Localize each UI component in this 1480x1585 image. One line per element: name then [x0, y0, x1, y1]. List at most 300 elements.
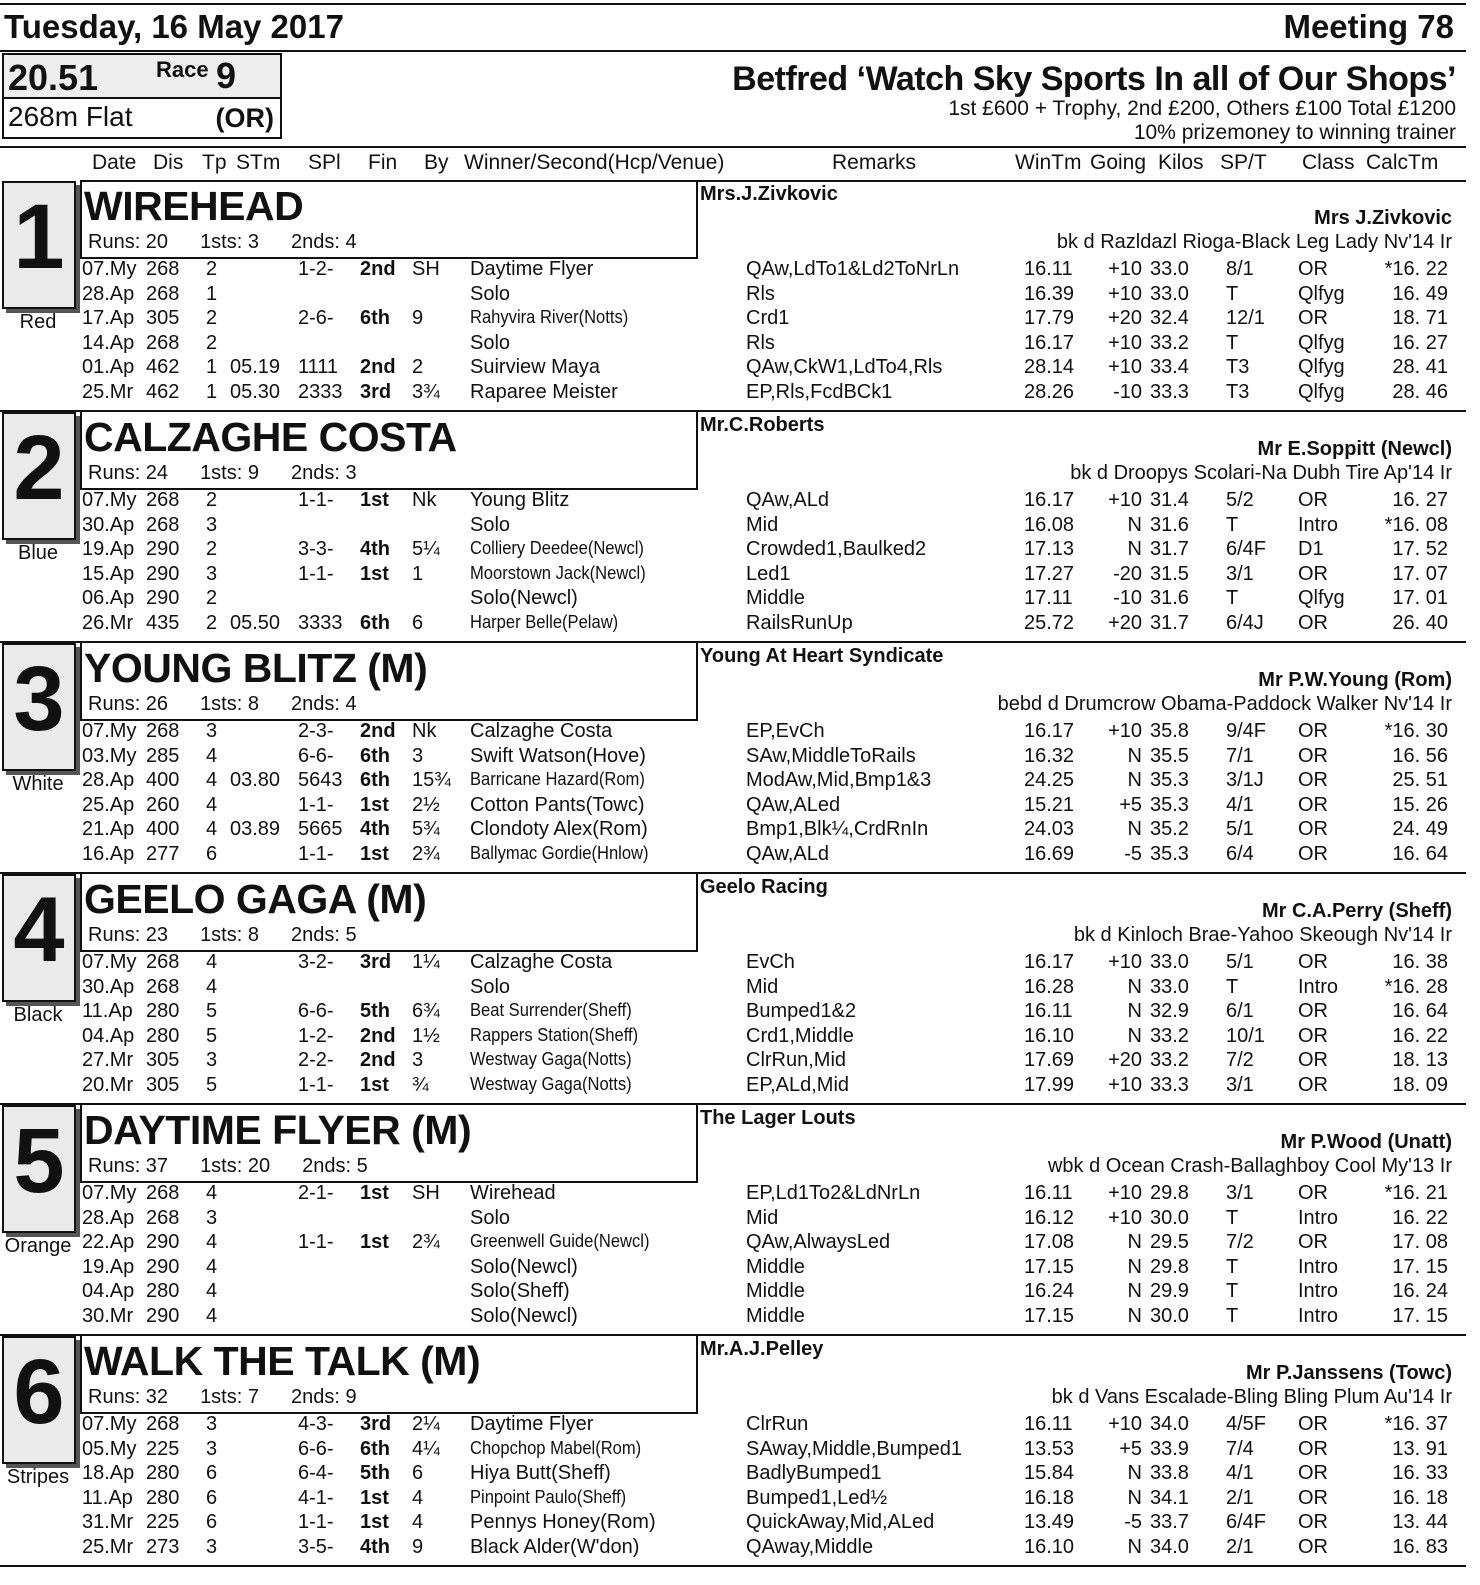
form-spl: 6-4- [298, 1462, 334, 1485]
form-by: 6 [412, 611, 424, 634]
trainer-prize-note: 10% prizemoney to winning trainer [1133, 121, 1456, 144]
form-date: 25.Mr [82, 380, 134, 403]
form-class: Intro [1298, 1206, 1339, 1229]
seconds-count: 2nds: 9 [290, 1386, 357, 1408]
form-winner: Solo(Newcl) [470, 1304, 578, 1327]
form-kilos: 32.4 [1150, 307, 1189, 330]
form-remarks: EP,Rls,FcdBCk1 [746, 380, 893, 403]
form-stm: 05.30 [230, 380, 281, 403]
form-by: 2¾ [412, 842, 440, 865]
form-by: 4 [412, 1486, 424, 1509]
form-stm: 05.50 [230, 611, 281, 634]
form-spt: 7/2 [1226, 1049, 1254, 1072]
trap-number: 2 [13, 417, 65, 519]
form-spl: 1-2- [298, 1024, 334, 1047]
form-by: 9 [412, 1535, 424, 1558]
col-spl: SPl [308, 151, 341, 174]
form-spl: 2-3- [298, 720, 334, 742]
form-rows [0, 951, 1466, 1099]
form-kilos: 31.7 [1150, 611, 1189, 634]
form-spl: 3-5- [298, 1535, 334, 1558]
trainer: Mr P.Janssens (Towc) [1246, 1362, 1452, 1384]
form-tp: 3 [206, 720, 218, 742]
trap-number: 6 [13, 1341, 65, 1443]
form-winner: Westway Gaga(Notts) [470, 1073, 632, 1094]
form-spt: 4/1 [1226, 1462, 1254, 1485]
form-winner: Barricane Hazard(Rom) [470, 769, 645, 790]
form-spt: T [1226, 975, 1239, 998]
form-calc: 16. 24 [1392, 1280, 1448, 1303]
form-row [0, 843, 1466, 868]
form-dis: 290 [146, 587, 180, 610]
form-fin: 1st [360, 1511, 389, 1534]
race-prizes: 1st £600 + Trophy, 2nd £200, Others £100 Total £1200 [948, 97, 1456, 120]
form-dis: 280 [146, 1024, 180, 1047]
form-winner: Solo [470, 282, 511, 305]
form-tp: 6 [206, 842, 218, 865]
form-going: +10 [1108, 282, 1142, 305]
race-label: Race [156, 57, 209, 82]
form-date: 03.My [82, 744, 137, 767]
form-winner: Calzaghe Costa [470, 720, 613, 742]
form-class: OR [1298, 1073, 1328, 1096]
form-spt: 2/1 [1226, 1535, 1254, 1558]
form-kilos: 31.4 [1150, 489, 1189, 511]
form-fin: 4th [360, 818, 390, 841]
form-by: Nk [412, 489, 437, 511]
form-going: N [1127, 1304, 1142, 1327]
runs-count: Runs: 32 [88, 1386, 169, 1408]
form-rows [0, 1182, 1466, 1330]
form-going: N [1127, 818, 1142, 841]
form-going: +10 [1108, 489, 1142, 511]
race-distance: 268m Flat [8, 101, 133, 132]
form-tp: 4 [206, 818, 218, 841]
form-spt: 5/1 [1226, 818, 1254, 841]
trap-colour: White [12, 773, 64, 795]
form-kilos: 35.3 [1150, 793, 1189, 816]
form-class: OR [1298, 818, 1328, 841]
form-date: 26.Mr [82, 611, 134, 634]
form-by: 4¼ [412, 1437, 440, 1460]
form-remarks: SAway,Middle,Bumped1 [746, 1437, 963, 1460]
form-tp: 4 [206, 769, 218, 792]
form-class: OR [1298, 1462, 1328, 1485]
form-class: Qlfyg [1298, 282, 1345, 305]
form-calc: 16. 64 [1392, 842, 1448, 865]
form-kilos: 31.6 [1150, 513, 1189, 536]
form-spl: 3-3- [298, 538, 334, 561]
form-going: +10 [1108, 951, 1142, 973]
form-dis: 280 [146, 1000, 180, 1023]
form-dis: 400 [146, 818, 180, 841]
form-kilos: 35.3 [1150, 842, 1189, 865]
form-remarks: Middle [746, 1255, 805, 1278]
form-tp: 2 [206, 538, 218, 561]
seconds-count: 2nds: 4 [290, 231, 357, 253]
form-going: -5 [1124, 842, 1142, 865]
form-wintm: 17.27 [1024, 562, 1075, 585]
form-going: +10 [1108, 1073, 1142, 1096]
form-winner: Cotton Pants(Towc) [470, 793, 645, 816]
form-kilos: 33.3 [1150, 1073, 1189, 1096]
form-calc: 16. 83 [1392, 1535, 1448, 1558]
form-by: 5¾ [412, 818, 440, 841]
form-row [0, 1207, 1466, 1232]
form-class: OR [1298, 258, 1328, 280]
career-stats [88, 924, 389, 947]
form-spt: T [1226, 282, 1239, 305]
form-dis: 268 [146, 513, 180, 536]
form-row [0, 1511, 1466, 1536]
form-winner: Pennys Honey(Rom) [470, 1511, 656, 1534]
form-calc: 25. 51 [1392, 769, 1448, 792]
form-wintm: 16.69 [1024, 842, 1075, 865]
form-fin: 2nd [360, 356, 396, 379]
form-row [0, 514, 1466, 539]
form-remarks: Rls [746, 282, 775, 305]
col-calctm: CalcTm [1366, 151, 1439, 174]
form-calc: 17. 52 [1392, 538, 1448, 561]
form-spl: 1-2- [298, 258, 334, 280]
form-class: OR [1298, 842, 1328, 865]
wins-count: 1sts: 8 [200, 924, 259, 946]
form-calc: 13. 91 [1392, 1437, 1448, 1460]
form-winner: Suirview Maya [470, 356, 601, 379]
form-tp: 5 [206, 1000, 218, 1023]
form-remarks: QAw,LdTo1&Ld2ToNrLn [746, 258, 960, 280]
form-calc: *16. 22 [1384, 258, 1448, 280]
form-class: OR [1298, 1486, 1328, 1509]
form-calc: 17. 15 [1392, 1304, 1448, 1327]
form-dis: 290 [146, 1231, 180, 1254]
form-wintm: 16.11 [1024, 1413, 1073, 1435]
meeting-date: Tuesday, 16 May 2017 [4, 8, 344, 45]
wins-count: 1sts: 8 [200, 693, 259, 715]
form-by: 6¾ [412, 1000, 440, 1023]
form-tp: 4 [206, 975, 218, 998]
form-fin: 1st [360, 842, 389, 865]
form-going: N [1127, 744, 1142, 767]
form-spl: 6-6- [298, 744, 334, 767]
form-date: 01.Ap [82, 356, 135, 379]
form-date: 04.Ap [82, 1280, 135, 1303]
form-winner: Solo [470, 975, 511, 998]
form-row [0, 332, 1466, 357]
form-remarks: EP,ALd,Mid [746, 1073, 850, 1096]
form-remarks: QAway,Middle [746, 1535, 874, 1558]
seconds-count: 2nds: 5 [290, 924, 357, 946]
form-wintm: 13.53 [1024, 1437, 1075, 1460]
form-remarks: ClrRun,Mid [746, 1049, 847, 1072]
form-tp: 4 [206, 1280, 218, 1303]
form-spt: 3/1J [1226, 769, 1264, 792]
form-wintm: 16.11 [1024, 258, 1073, 280]
career-stats [88, 1386, 389, 1409]
form-dis: 268 [146, 951, 180, 973]
form-row [0, 720, 1466, 745]
form-going: +5 [1119, 793, 1142, 816]
form-spt: 6/4J [1226, 611, 1264, 634]
form-calc: *16. 37 [1384, 1413, 1448, 1435]
form-fin: 1st [360, 1486, 389, 1509]
meeting-number: Meeting 78 [1283, 8, 1454, 45]
col-fin: Fin [368, 151, 398, 174]
race-number: 9 [216, 55, 237, 96]
breeding: bk d Droopys Scolari-Na Dubh Tire Ap'14 Ir [1070, 462, 1452, 484]
form-row [0, 1438, 1466, 1463]
form-wintm: 17.69 [1024, 1049, 1075, 1072]
col-wintm: WinTm [1015, 151, 1082, 174]
form-fin: 6th [360, 744, 390, 767]
form-tp: 4 [206, 1182, 218, 1204]
form-by: 2 [412, 356, 424, 379]
form-class: D1 [1298, 538, 1324, 561]
form-fin: 1st [360, 1231, 389, 1254]
form-class: Intro [1298, 975, 1339, 998]
form-class: OR [1298, 562, 1328, 585]
col-going: Going [1090, 151, 1147, 174]
form-dis: 268 [146, 975, 180, 998]
form-class: OR [1298, 1049, 1328, 1072]
form-date: 06.Ap [82, 587, 135, 610]
form-row [0, 1462, 1466, 1487]
form-wintm: 17.15 [1024, 1255, 1075, 1278]
form-by: 3¾ [412, 380, 440, 403]
col-by: By [424, 151, 449, 174]
dog-name: YOUNG BLITZ (M) [84, 645, 428, 691]
form-tp: 4 [206, 1304, 218, 1327]
form-spt: 10/1 [1226, 1024, 1265, 1047]
form-stm: 05.19 [230, 356, 281, 379]
race-title: Betfred ‘Watch Sky Sports In all of Our Shops’ [732, 60, 1456, 98]
form-tp: 6 [206, 1486, 218, 1509]
form-wintm: 15.21 [1024, 793, 1075, 816]
form-row [0, 745, 1466, 770]
form-calc: *16. 08 [1384, 513, 1448, 536]
form-wintm: 16.11 [1024, 1000, 1073, 1023]
form-winner: Solo(Sheff) [470, 1280, 570, 1303]
trap-number: 4 [13, 879, 65, 981]
career-stats [88, 231, 389, 254]
form-row [0, 794, 1466, 819]
form-spt: 7/2 [1226, 1231, 1254, 1254]
form-date: 30.Ap [82, 975, 135, 998]
breeding: bk d Razldazl Rioga-Black Leg Lady Nv'14 Ir [1056, 231, 1452, 253]
form-remarks: Led1 [746, 562, 791, 585]
form-tp: 2 [206, 587, 218, 610]
owner: Mr.C.Roberts [700, 414, 825, 436]
form-class: OR [1298, 1182, 1328, 1204]
form-spt: 6/4F [1226, 538, 1267, 561]
form-spl: 6-6- [298, 1000, 334, 1023]
form-going: -10 [1113, 380, 1142, 403]
form-remarks: ClrRun [746, 1413, 809, 1435]
form-kilos: 33.0 [1150, 975, 1189, 998]
owner: The Lager Louts [700, 1107, 856, 1129]
form-fin: 6th [360, 611, 390, 634]
form-going: N [1127, 538, 1142, 561]
form-by: Nk [412, 720, 437, 742]
form-wintm: 17.15 [1024, 1304, 1075, 1327]
form-spt: T3 [1226, 356, 1250, 379]
form-spt: 12/1 [1226, 307, 1265, 330]
form-rows [0, 489, 1466, 637]
form-dis: 280 [146, 1486, 180, 1509]
form-winner: Beat Surrender(Sheff) [470, 1000, 632, 1021]
form-remarks: Bumped1,Led½ [746, 1486, 888, 1509]
trainer: Mr C.A.Perry (Sheff) [1261, 900, 1452, 922]
form-spt: 8/1 [1226, 258, 1254, 280]
seconds-count: 2nds: 3 [290, 462, 357, 484]
form-remarks: Mid [746, 975, 779, 998]
form-class: OR [1298, 1413, 1328, 1435]
col-dis: Dis [153, 151, 184, 174]
form-going: +10 [1108, 258, 1142, 280]
form-wintm: 16.12 [1024, 1206, 1075, 1229]
form-date: 17.Ap [82, 307, 135, 330]
form-calc: 17. 01 [1392, 587, 1448, 610]
form-calc: *16. 28 [1384, 975, 1448, 998]
dog-name-box [80, 1105, 698, 1183]
form-date: 19.Ap [82, 538, 135, 561]
runner-separator [0, 1565, 1466, 1567]
form-winner: Raparee Meister [470, 380, 618, 403]
form-wintm: 16.32 [1024, 744, 1075, 767]
form-winner: Solo [470, 513, 511, 536]
form-spt: 6/4 [1226, 842, 1254, 865]
form-kilos: 33.0 [1150, 282, 1189, 305]
form-going: +20 [1108, 611, 1142, 634]
form-fin: 2nd [360, 258, 396, 280]
form-dis: 280 [146, 1280, 180, 1303]
form-wintm: 16.17 [1024, 951, 1075, 973]
form-spl: 1-1- [298, 562, 334, 585]
runner-trap-5 [0, 1105, 1466, 1335]
form-kilos: 31.5 [1150, 562, 1189, 585]
form-by: 4 [412, 1511, 424, 1534]
form-calc: *16. 30 [1384, 720, 1448, 742]
form-wintm: 24.03 [1024, 818, 1075, 841]
form-dis: 268 [146, 1182, 180, 1204]
form-calc: 18. 13 [1392, 1049, 1448, 1072]
form-tp: 2 [206, 611, 218, 634]
form-rows [0, 258, 1466, 406]
form-calc: 16. 18 [1392, 1486, 1448, 1509]
owner: Mr.A.J.Pelley [700, 1338, 824, 1360]
form-winner: Clondoty Alex(Rom) [470, 818, 648, 841]
form-kilos: 33.3 [1150, 380, 1189, 403]
trap-number: 1 [13, 186, 65, 288]
form-wintm: 16.39 [1024, 282, 1075, 305]
form-going: N [1127, 1255, 1142, 1278]
form-wintm: 17.99 [1024, 1073, 1075, 1096]
form-tp: 4 [206, 1255, 218, 1278]
form-class: OR [1298, 1231, 1328, 1254]
form-remarks: RailsRunUp [746, 611, 853, 634]
form-tp: 1 [206, 282, 218, 305]
form-tp: 4 [206, 793, 218, 816]
form-tp: 5 [206, 1024, 218, 1047]
form-rows [0, 1413, 1466, 1561]
form-row [0, 1280, 1466, 1305]
form-kilos: 30.0 [1150, 1304, 1189, 1327]
trap-colour: Orange [4, 1235, 72, 1257]
form-row [0, 1487, 1466, 1512]
form-remarks: Crd1,Middle [746, 1024, 854, 1047]
wins-count: 1sts: 9 [200, 462, 259, 484]
form-calc: 26. 40 [1392, 611, 1448, 634]
runs-count: Runs: 23 [88, 924, 169, 946]
form-spl: 1-1- [298, 842, 334, 865]
runs-count: Runs: 26 [88, 693, 169, 715]
wins-count: 1sts: 20 [200, 1155, 271, 1177]
trap-number: 5 [13, 1110, 65, 1212]
form-winner: Daytime Flyer [470, 258, 594, 280]
form-going: N [1127, 1535, 1142, 1558]
form-date: 25.Mr [82, 1535, 134, 1558]
form-calc: 16. 27 [1392, 489, 1448, 511]
breeding: bk d Kinloch Brae-Yahoo Skeough Nv'14 Ir [1073, 924, 1452, 946]
form-spt: T [1226, 1255, 1239, 1278]
form-date: 28.Ap [82, 769, 135, 792]
form-winner: Chopchop Mabel(Rom) [470, 1437, 642, 1458]
form-calc: 16. 49 [1392, 282, 1448, 305]
form-dis: 277 [146, 842, 180, 865]
form-going: N [1127, 1280, 1142, 1303]
form-date: 11.Ap [82, 1486, 133, 1509]
form-calc: 17. 07 [1392, 562, 1448, 585]
form-spl: 6-6- [298, 1437, 334, 1460]
form-class: Intro [1298, 513, 1339, 536]
form-fin: 4th [360, 538, 390, 561]
form-spl: 1-1- [298, 793, 334, 816]
form-spt: T [1226, 331, 1239, 354]
form-kilos: 33.2 [1150, 1024, 1189, 1047]
career-stats [88, 1155, 400, 1178]
form-wintm: 16.10 [1024, 1024, 1075, 1047]
form-kilos: 30.0 [1150, 1206, 1189, 1229]
form-date: 11.Ap [82, 1000, 133, 1023]
form-winner: Swift Watson(Hove) [470, 744, 646, 767]
form-dis: 305 [146, 1049, 180, 1072]
form-dis: 290 [146, 1304, 180, 1327]
trainer: Mr P.W.Young (Rom) [1258, 669, 1452, 691]
form-wintm: 25.72 [1024, 611, 1075, 634]
form-spl: 4-1- [298, 1486, 334, 1509]
form-spt: T [1226, 587, 1239, 610]
form-spl: 3-2- [298, 951, 334, 973]
form-kilos: 29.8 [1150, 1255, 1189, 1278]
form-going: +10 [1108, 356, 1142, 379]
form-winner: Wirehead [470, 1182, 556, 1204]
header-rule [0, 50, 1466, 52]
form-remarks: Bumped1&2 [746, 1000, 857, 1023]
form-date: 28.Ap [82, 282, 135, 305]
form-kilos: 34.1 [1150, 1486, 1189, 1509]
form-dis: 225 [146, 1437, 180, 1460]
form-calc: 18. 71 [1392, 307, 1448, 330]
form-row [0, 1000, 1466, 1025]
form-dis: 290 [146, 562, 180, 585]
form-spl: 4-3- [298, 1413, 334, 1435]
form-wintm: 16.17 [1024, 331, 1075, 354]
form-going: -5 [1124, 1511, 1142, 1534]
form-dis: 268 [146, 1206, 180, 1229]
form-remarks: Bmp1,Blk¼,CrdRnIn [746, 818, 929, 841]
form-wintm: 17.79 [1024, 307, 1075, 330]
form-fin: 5th [360, 1000, 390, 1023]
